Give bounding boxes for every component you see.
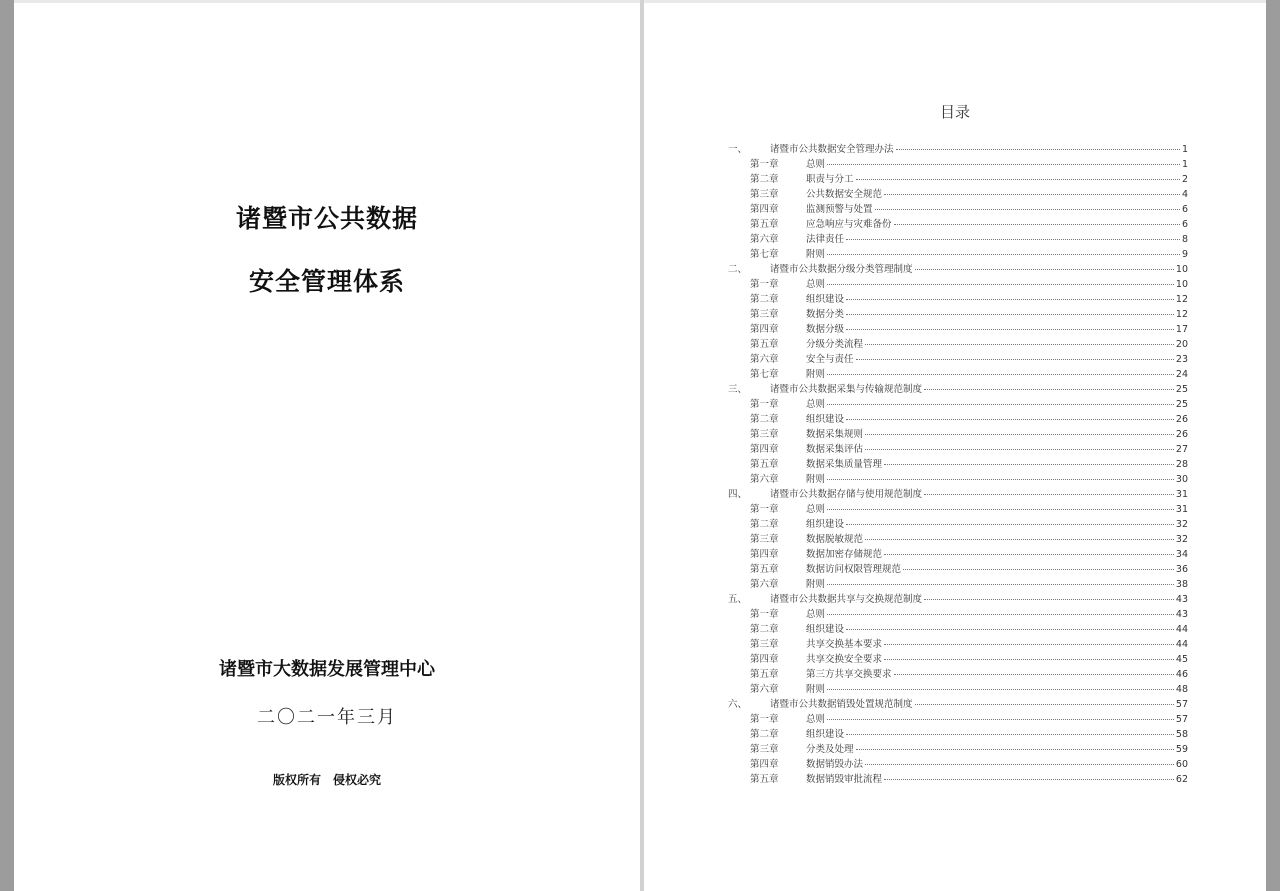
toc-chapter-entry[interactable] [728, 247, 1188, 262]
toc-list [728, 142, 1188, 787]
toc-dot-leader [827, 254, 1180, 255]
toc-entry-number: 第三章 [750, 309, 779, 320]
toc-entry-number: 六、 [728, 699, 748, 710]
toc-dot-leader [846, 314, 1174, 315]
toc-entry-title: 总则 [806, 609, 826, 620]
toc-section-entry[interactable] [728, 592, 1188, 607]
toc-entry-number: 第三章 [750, 189, 779, 200]
viewer-left-margin [0, 0, 14, 891]
toc-entry-number: 第二章 [750, 519, 779, 530]
toc-dot-leader [924, 494, 1174, 495]
toc-entry-page: 23 [1175, 354, 1188, 365]
toc-entry-page: 62 [1175, 774, 1188, 785]
toc-entry-page: 6 [1181, 204, 1188, 215]
toc-entry-page: 30 [1175, 474, 1188, 485]
toc-entry-page: 45 [1175, 654, 1188, 665]
toc-entry-number: 第四章 [750, 549, 779, 560]
toc-chapter-entry[interactable] [728, 472, 1188, 487]
toc-chapter-entry[interactable] [728, 202, 1188, 217]
toc-entry-page: 8 [1181, 234, 1188, 245]
toc-entry-number: 第三章 [750, 534, 779, 545]
toc-chapter-entry[interactable] [728, 727, 1188, 742]
toc-dot-leader [827, 719, 1174, 720]
toc-entry-number: 一、 [728, 144, 748, 155]
toc-dot-leader [894, 674, 1174, 675]
toc-entry-title: 附则 [806, 369, 826, 380]
toc-entry-title: 公共数据安全规范 [806, 189, 883, 200]
toc-entry-title: 组织建设 [806, 294, 845, 305]
toc-entry-number: 第四章 [750, 204, 779, 215]
toc-chapter-entry[interactable] [728, 772, 1188, 787]
toc-dot-leader [875, 209, 1180, 210]
toc-entry-page: 25 [1175, 384, 1188, 395]
toc-entry-number: 第五章 [750, 459, 779, 470]
toc-entry-title: 附则 [806, 579, 826, 590]
toc-entry-page: 60 [1175, 759, 1188, 770]
toc-chapter-entry[interactable] [728, 742, 1188, 757]
toc-entry-number: 第三章 [750, 429, 779, 440]
toc-entry-page: 26 [1175, 414, 1188, 425]
toc-entry-page: 24 [1175, 369, 1188, 380]
toc-entry-number: 第四章 [750, 444, 779, 455]
toc-entry-number: 第六章 [750, 474, 779, 485]
toc-chapter-entry[interactable] [728, 637, 1188, 652]
toc-chapter-entry[interactable] [728, 232, 1188, 247]
toc-entry-page: 20 [1175, 339, 1188, 350]
toc-chapter-entry[interactable] [728, 397, 1188, 412]
toc-entry-number: 第三章 [750, 744, 779, 755]
toc-entry-page: 1 [1181, 144, 1188, 155]
toc-entry-title: 组织建设 [806, 519, 845, 530]
toc-entry-title: 分级分类流程 [806, 339, 864, 350]
toc-entry-number: 第六章 [750, 579, 779, 590]
toc-entry-title: 附则 [806, 249, 826, 260]
toc-entry-page: 31 [1175, 489, 1188, 500]
toc-entry-page: 28 [1175, 459, 1188, 470]
toc-entry-page: 4 [1181, 189, 1188, 200]
toc-entry-title: 数据采集质量管理 [806, 459, 883, 470]
toc-dot-leader [827, 689, 1174, 690]
toc-chapter-entry[interactable] [728, 457, 1188, 472]
cover-copyright: 版权所有 侵权必究 [272, 773, 381, 787]
toc-entry-title: 共享交换安全要求 [806, 654, 883, 665]
toc-chapter-entry[interactable] [728, 367, 1188, 382]
toc-entry-page: 1 [1181, 159, 1188, 170]
toc-entry-number: 第五章 [750, 339, 779, 350]
toc-chapter-entry[interactable] [728, 577, 1188, 592]
toc-dot-leader [896, 149, 1180, 150]
toc-heading: 目录 [939, 103, 970, 121]
toc-dot-leader [846, 734, 1174, 735]
toc-entry-title: 数据采集评估 [806, 444, 864, 455]
toc-entry-title: 总则 [806, 714, 826, 725]
toc-dot-leader [884, 659, 1174, 660]
toc-entry-page: 43 [1175, 594, 1188, 605]
toc-entry-number: 第六章 [750, 234, 779, 245]
toc-entry-page: 25 [1175, 399, 1188, 410]
toc-entry-title: 组织建设 [806, 414, 845, 425]
toc-chapter-entry[interactable] [728, 337, 1188, 352]
toc-entry-page: 32 [1175, 534, 1188, 545]
toc-chapter-entry[interactable] [728, 322, 1188, 337]
toc-entry-title: 数据脱敏规范 [806, 534, 864, 545]
toc-chapter-entry[interactable] [728, 652, 1188, 667]
toc-entry-page: 17 [1175, 324, 1188, 335]
toc-entry-title: 诸暨市公共数据采集与传输规范制度 [770, 384, 923, 395]
toc-entry-page: 10 [1175, 279, 1188, 290]
toc-chapter-entry[interactable] [728, 157, 1188, 172]
toc-section-entry[interactable] [728, 697, 1188, 712]
toc-entry-title: 数据销毁审批流程 [806, 774, 883, 785]
cover-date: 二〇二一年三月 [257, 707, 397, 728]
toc-entry-page: 57 [1175, 699, 1188, 710]
toc-chapter-entry[interactable] [728, 442, 1188, 457]
toc-entry-number: 第三章 [750, 639, 779, 650]
toc-chapter-entry[interactable] [728, 517, 1188, 532]
toc-page [644, 3, 1266, 891]
toc-chapter-entry[interactable] [728, 502, 1188, 517]
toc-entry-title: 数据分类 [806, 309, 845, 320]
toc-dot-leader [846, 299, 1174, 300]
toc-section-entry[interactable] [728, 382, 1188, 397]
toc-entry-page: 32 [1175, 519, 1188, 530]
toc-entry-title: 数据访问权限管理规范 [806, 564, 902, 575]
toc-dot-leader [884, 644, 1174, 645]
toc-entry-number: 第七章 [750, 249, 779, 260]
toc-dot-leader [827, 509, 1174, 510]
toc-dot-leader [865, 434, 1174, 435]
toc-entry-number: 第六章 [750, 684, 779, 695]
toc-dot-leader [884, 464, 1174, 465]
toc-entry-number: 第五章 [750, 564, 779, 575]
toc-entry-page: 27 [1175, 444, 1188, 455]
toc-chapter-entry[interactable] [728, 172, 1188, 187]
toc-chapter-entry[interactable] [728, 712, 1188, 727]
toc-entry-page: 58 [1175, 729, 1188, 740]
toc-entry-title: 安全与责任 [806, 354, 854, 365]
toc-dot-leader [827, 374, 1174, 375]
toc-entry-title: 总则 [806, 279, 826, 290]
toc-entry-page: 57 [1175, 714, 1188, 725]
toc-entry-number: 第二章 [750, 414, 779, 425]
toc-entry-title: 附则 [806, 474, 826, 485]
toc-chapter-entry[interactable] [728, 307, 1188, 322]
toc-entry-title: 应急响应与灾难备份 [806, 219, 892, 230]
toc-chapter-entry[interactable] [728, 682, 1188, 697]
toc-dot-leader [846, 629, 1174, 630]
toc-dot-leader [865, 344, 1174, 345]
toc-entry-number: 第五章 [750, 219, 779, 230]
toc-entry-page: 46 [1175, 669, 1188, 680]
toc-entry-number: 第二章 [750, 294, 779, 305]
toc-entry-title: 附则 [806, 684, 826, 695]
toc-entry-number: 第四章 [750, 324, 779, 335]
cover-title-line-2: 安全管理体系 [248, 267, 405, 296]
toc-dot-leader [915, 269, 1174, 270]
toc-entry-number: 第一章 [750, 279, 779, 290]
toc-entry-number: 第二章 [750, 624, 779, 635]
toc-entry-page: 2 [1181, 174, 1188, 185]
toc-entry-page: 9 [1181, 249, 1188, 260]
toc-dot-leader [924, 599, 1174, 600]
toc-entry-title: 法律责任 [806, 234, 845, 245]
toc-dot-leader [865, 764, 1174, 765]
toc-dot-leader [827, 164, 1180, 165]
toc-chapter-entry[interactable] [728, 412, 1188, 427]
toc-dot-leader [846, 419, 1174, 420]
toc-chapter-entry[interactable] [728, 622, 1188, 637]
toc-dot-leader [827, 284, 1174, 285]
toc-entry-title: 总则 [806, 399, 826, 410]
toc-entry-page: 34 [1175, 549, 1188, 560]
toc-section-entry[interactable] [728, 142, 1188, 157]
toc-chapter-entry[interactable] [728, 667, 1188, 682]
toc-dot-leader [827, 584, 1174, 585]
toc-chapter-entry[interactable] [728, 427, 1188, 442]
toc-dot-leader [865, 539, 1174, 540]
toc-entry-number: 第四章 [750, 654, 779, 665]
toc-entry-title: 数据加密存储规范 [806, 549, 883, 560]
toc-entry-page: 12 [1175, 294, 1188, 305]
toc-entry-page: 6 [1181, 219, 1188, 230]
toc-entry-page: 38 [1175, 579, 1188, 590]
toc-entry-number: 第四章 [750, 759, 779, 770]
toc-dot-leader [846, 329, 1174, 330]
toc-entry-title: 数据分级 [806, 324, 845, 335]
toc-entry-title: 数据销毁办法 [806, 759, 864, 770]
toc-entry-title: 总则 [806, 159, 826, 170]
toc-dot-leader [915, 704, 1174, 705]
toc-chapter-entry[interactable] [728, 607, 1188, 622]
toc-dot-leader [884, 194, 1180, 195]
toc-entry-page: 10 [1175, 264, 1188, 275]
toc-entry-number: 第六章 [750, 354, 779, 365]
toc-entry-page: 59 [1175, 744, 1188, 755]
toc-entry-title: 组织建设 [806, 729, 845, 740]
toc-dot-leader [856, 179, 1180, 180]
toc-entry-number: 第一章 [750, 609, 779, 620]
toc-entry-title: 诸暨市公共数据分级分类管理制度 [770, 264, 913, 275]
cover-organization: 诸暨市大数据发展管理中心 [219, 659, 435, 680]
toc-entry-number: 第一章 [750, 159, 779, 170]
cover-page [14, 3, 640, 891]
toc-entry-number: 第一章 [750, 399, 779, 410]
toc-entry-number: 第七章 [750, 369, 779, 380]
toc-dot-leader [856, 749, 1174, 750]
toc-entry-page: 31 [1175, 504, 1188, 515]
toc-entry-title: 共享交换基本要求 [806, 639, 883, 650]
toc-chapter-entry[interactable] [728, 292, 1188, 307]
toc-entry-number: 第五章 [750, 774, 779, 785]
toc-dot-leader [924, 389, 1174, 390]
toc-entry-number: 第五章 [750, 669, 779, 680]
toc-entry-page: 44 [1175, 639, 1188, 650]
toc-entry-number: 五、 [728, 594, 748, 605]
toc-entry-page: 36 [1175, 564, 1188, 575]
toc-entry-title: 诸暨市公共数据共享与交换规范制度 [770, 594, 923, 605]
toc-entry-title: 诸暨市公共数据销毁处置规范制度 [770, 699, 913, 710]
toc-chapter-entry[interactable] [728, 277, 1188, 292]
toc-entry-page: 44 [1175, 624, 1188, 635]
toc-entry-number: 第二章 [750, 729, 779, 740]
toc-dot-leader [894, 224, 1180, 225]
toc-entry-number: 二、 [728, 264, 748, 275]
toc-entry-title: 监测预警与处置 [806, 204, 873, 215]
toc-entry-title: 第三方共享交换要求 [806, 669, 892, 680]
toc-dot-leader [827, 404, 1174, 405]
toc-chapter-entry[interactable] [728, 187, 1188, 202]
toc-entry-number: 第一章 [750, 714, 779, 725]
toc-entry-title: 分类及处理 [806, 744, 854, 755]
toc-chapter-entry[interactable] [728, 562, 1188, 577]
viewer-right-margin [1266, 0, 1280, 891]
toc-entry-title: 数据采集规则 [806, 429, 864, 440]
toc-entry-number: 三、 [728, 384, 748, 395]
toc-dot-leader [856, 359, 1174, 360]
toc-entry-number: 四、 [728, 489, 748, 500]
toc-chapter-entry[interactable] [728, 217, 1188, 232]
toc-entry-title: 组织建设 [806, 624, 845, 635]
toc-dot-leader [903, 569, 1174, 570]
toc-entry-page: 12 [1175, 309, 1188, 320]
toc-entry-page: 48 [1175, 684, 1188, 695]
toc-entry-number: 第二章 [750, 174, 779, 185]
toc-entry-title: 总则 [806, 504, 826, 515]
toc-dot-leader [884, 779, 1174, 780]
toc-entry-title: 诸暨市公共数据存储与使用规范制度 [770, 489, 923, 500]
toc-section-entry[interactable] [728, 262, 1188, 277]
toc-entry-page: 43 [1175, 609, 1188, 620]
toc-entry-title: 职责与分工 [806, 174, 854, 185]
toc-chapter-entry[interactable] [728, 757, 1188, 772]
toc-entry-page: 26 [1175, 429, 1188, 440]
toc-entry-title: 诸暨市公共数据安全管理办法 [770, 144, 894, 155]
toc-dot-leader [884, 554, 1174, 555]
cover-title-line-1: 诸暨市公共数据 [235, 204, 418, 233]
toc-chapter-entry[interactable] [728, 352, 1188, 367]
toc-chapter-entry[interactable] [728, 532, 1188, 547]
toc-dot-leader [827, 614, 1174, 615]
toc-dot-leader [846, 524, 1174, 525]
toc-dot-leader [865, 449, 1174, 450]
toc-dot-leader [827, 479, 1174, 480]
toc-dot-leader [846, 239, 1180, 240]
toc-section-entry[interactable] [728, 487, 1188, 502]
toc-entry-number: 第一章 [750, 504, 779, 515]
toc-chapter-entry[interactable] [728, 547, 1188, 562]
